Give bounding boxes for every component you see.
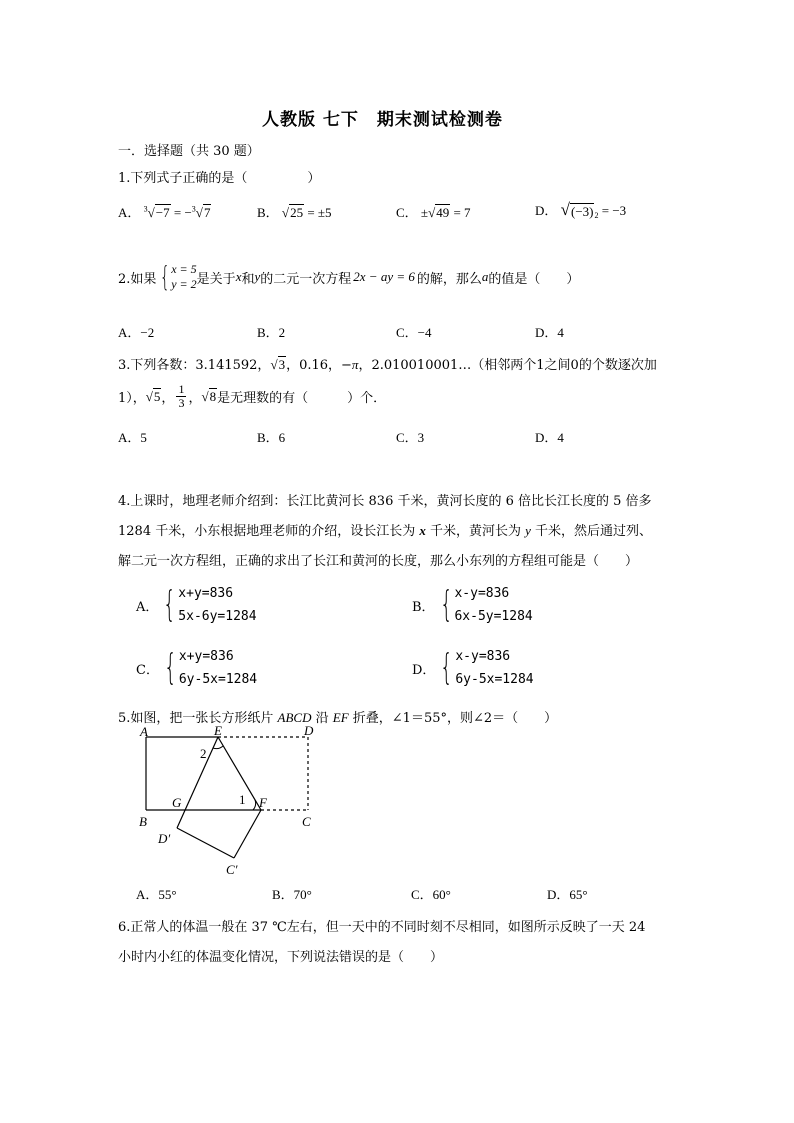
question-5-option-b[interactable]: B．70° — [272, 887, 312, 902]
page-title: 人教版 七下 期末测试检测卷 — [262, 110, 503, 130]
question-6-line-2: 小时内小红的体温变化情况，下列说法错误的是（ ） — [118, 950, 444, 965]
question-3-option-b[interactable]: B．6 — [257, 430, 286, 445]
question-5-option-c[interactable]: C．60° — [411, 887, 451, 902]
edge-ED-prime — [177, 737, 218, 828]
edge-Cp-F — [234, 810, 261, 858]
label-2: 2 — [200, 746, 207, 761]
section-heading: 一．选择题（共 30 题） — [118, 144, 260, 159]
label-E: E — [214, 726, 222, 738]
label-A: A — [140, 726, 148, 739]
label-G: G — [172, 795, 182, 810]
angle-2-arc — [213, 746, 223, 749]
question-2-option-c[interactable]: C．−4 — [396, 325, 432, 340]
question-1-option-b[interactable]: B． √ 25 = ±5 — [257, 205, 332, 220]
question-1-option-c[interactable]: C． ± √ 49 = 7 — [396, 205, 471, 220]
question-3-option-a[interactable]: A．5 — [118, 430, 147, 445]
question-4-line-1: 4.上课时，地理老师介绍到：长江比黄河长 836 千米，黄河长度的 6 倍比长江长度的 5 倍多 — [118, 494, 652, 509]
question-2-option-b[interactable]: B．2 — [257, 325, 286, 340]
question-1-option-a[interactable]: A． $^3$ √ −7 = −$^3$ √ 7 — [118, 204, 211, 220]
angle-1-arc — [253, 800, 256, 810]
label-B: B — [139, 814, 147, 829]
question-2-stem: 2.如果 { x = 5 y = 2 是关于 x 和 y 的二元一次方程 2x − ay = 6 的解，那么 a 的值是（ ） — [118, 260, 580, 293]
question-1-option-d[interactable]: D． √ (−3) $_2$ = −3 — [535, 200, 627, 220]
label-1: 1 — [239, 792, 246, 807]
question-3-option-c[interactable]: C．3 — [396, 430, 425, 445]
question-1-stem: 1.下列式子正确的是（ ） — [118, 171, 321, 186]
question-4-option-a[interactable]: A． { x+y=836 5x-6y=1284 — [136, 584, 257, 625]
question-3-line-1: 3.下列各数：3.141592， √ 3 ，0.16，−π，2.010010001…（相邻两个1之间0的个数逐次加 — [118, 357, 657, 373]
question-5-option-d[interactable]: D．65° — [547, 887, 588, 902]
question-4-option-d[interactable]: D． { x-y=836 6y-5x=1284 — [412, 647, 534, 688]
label-D-prime: D′ — [158, 831, 171, 846]
question-5-option-a[interactable]: A．55° — [136, 887, 177, 902]
question-4-option-c[interactable]: C． { x+y=836 6y-5x=1284 — [136, 647, 258, 688]
label-F: F — [259, 795, 267, 810]
question-2-system: { x = 5 y = 2 — [160, 260, 197, 293]
question-6-line-1: 6.正常人的体温一般在 37 ℃左右，但一天中的不同时刻不尽相同，如图所示反映了一天 24 — [118, 920, 646, 935]
question-3-line-2: 1）， √ 5 ， $\frac{1}{3}$ ， √ 8 是无理数的有（ ）个． — [118, 382, 387, 410]
question-4-line-2: 1284 千米，小东根据地理老师的介绍，设长江长为 x 千米，黄河长为 y 千米，然后通过列、 — [118, 523, 653, 539]
folding-figure — [130, 726, 330, 878]
label-C: C — [302, 814, 311, 829]
question-5-stem: 5.如图，把一张长方形纸片 ABCD 沿 EF 折叠，∠1＝55°，则∠2＝（ ） — [118, 710, 558, 726]
question-4-line-3: 解二元一次方程组，正确的求出了长江和黄河的长度，那么小东列的方程组可能是（ ） — [118, 554, 639, 569]
edge-Dp-Cp — [177, 828, 234, 858]
question-4-option-b[interactable]: B． { x-y=836 6x-5y=1284 — [412, 584, 533, 625]
question-2-option-a[interactable]: A．−2 — [118, 325, 155, 340]
question-3-option-d[interactable]: D．4 — [535, 430, 564, 445]
question-2-option-d[interactable]: D．4 — [535, 325, 564, 340]
fraction-one-third: $\frac{1}{3}$ — [178, 382, 185, 410]
label-D: D — [304, 726, 314, 738]
label-C-prime: C′ — [226, 862, 238, 877]
